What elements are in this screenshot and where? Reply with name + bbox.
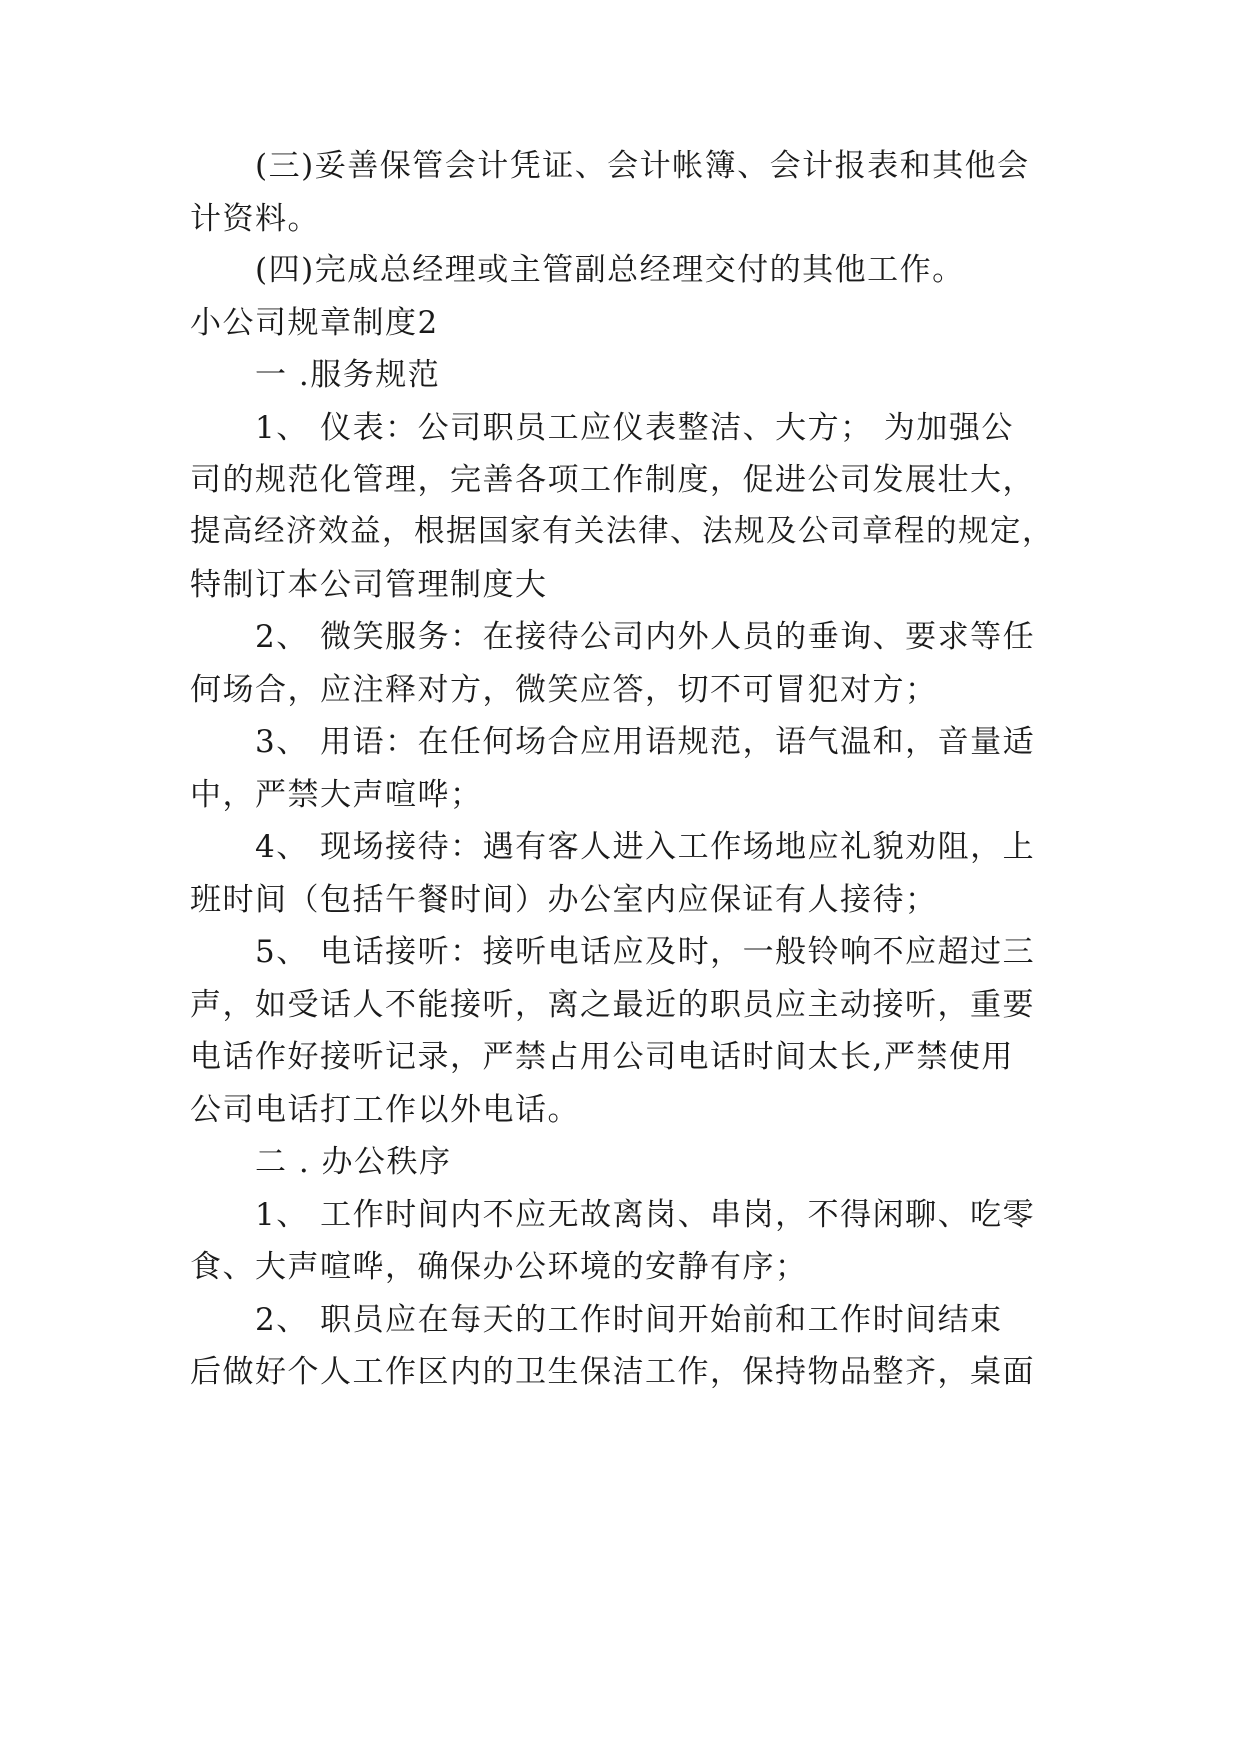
section-heading: 小公司规章制度2 xyxy=(190,305,439,341)
paragraph-line: 3、 用语：在任何场合应用语规范，语气温和，音量适 xyxy=(255,724,1036,760)
paragraph-line: 电话作好接听记录，严禁占用公司电话时间太长,严禁使用 xyxy=(190,1039,1014,1075)
paragraph-line: 中，严禁大声喧哗； xyxy=(190,777,483,813)
subsection-heading: 一 .服务规范 xyxy=(255,357,441,393)
paragraph-line: (三)妥善保管会计凭证、会计帐簿、会计报表和其他会 xyxy=(255,148,1030,184)
paragraph-line: 计资料。 xyxy=(190,201,320,237)
paragraph-line: 2、 职员应在每天的工作时间开始前和工作时间结束 xyxy=(255,1302,1003,1338)
paragraph-line: 公司电话打工作以外电话。 xyxy=(190,1092,580,1128)
paragraph-line: 声，如受话人不能接听，离之最近的职员应主动接听，重要 xyxy=(190,987,1035,1023)
paragraph-line: 5、 电话接听：接听电话应及时，一般铃响不应超过三 xyxy=(255,934,1036,970)
paragraph-line: 1、 仪表：公司职员工应仪表整洁、大方； 为加强公 xyxy=(255,410,1014,446)
paragraph-line: 司的规范化管理，完善各项工作制度，促进公司发展壮大， xyxy=(190,462,1035,498)
paragraph-line: 后做好个人工作区内的卫生保洁工作，保持物品整齐，桌面 xyxy=(190,1354,1035,1390)
paragraph-line: 提高经济效益，根据国家有关法律、法规及公司章程的规定， xyxy=(190,514,1054,549)
subsection-heading: 二 . 办公秩序 xyxy=(255,1144,452,1180)
paragraph-line: 班时间（包括午餐时间）办公室内应保证有人接待； xyxy=(190,882,938,918)
paragraph-line: 食、大声喧哗，确保办公环境的安静有序； xyxy=(190,1249,808,1285)
paragraph-line: 特制订本公司管理制度大 xyxy=(190,567,548,603)
paragraph-line: 2、 微笑服务：在接待公司内外人员的垂询、要求等任 xyxy=(255,619,1036,655)
paragraph-line: (四)完成总经理或主管副总经理交付的其他工作。 xyxy=(255,252,965,288)
paragraph-line: 4、 现场接待：遇有客人进入工作场地应礼貌劝阻，上 xyxy=(255,829,1036,865)
paragraph-line: 1、 工作时间内不应无故离岗、串岗，不得闲聊、吃零 xyxy=(255,1197,1036,1233)
paragraph-line: 何场合，应注释对方，微笑应答，切不可冒犯对方； xyxy=(190,672,938,708)
